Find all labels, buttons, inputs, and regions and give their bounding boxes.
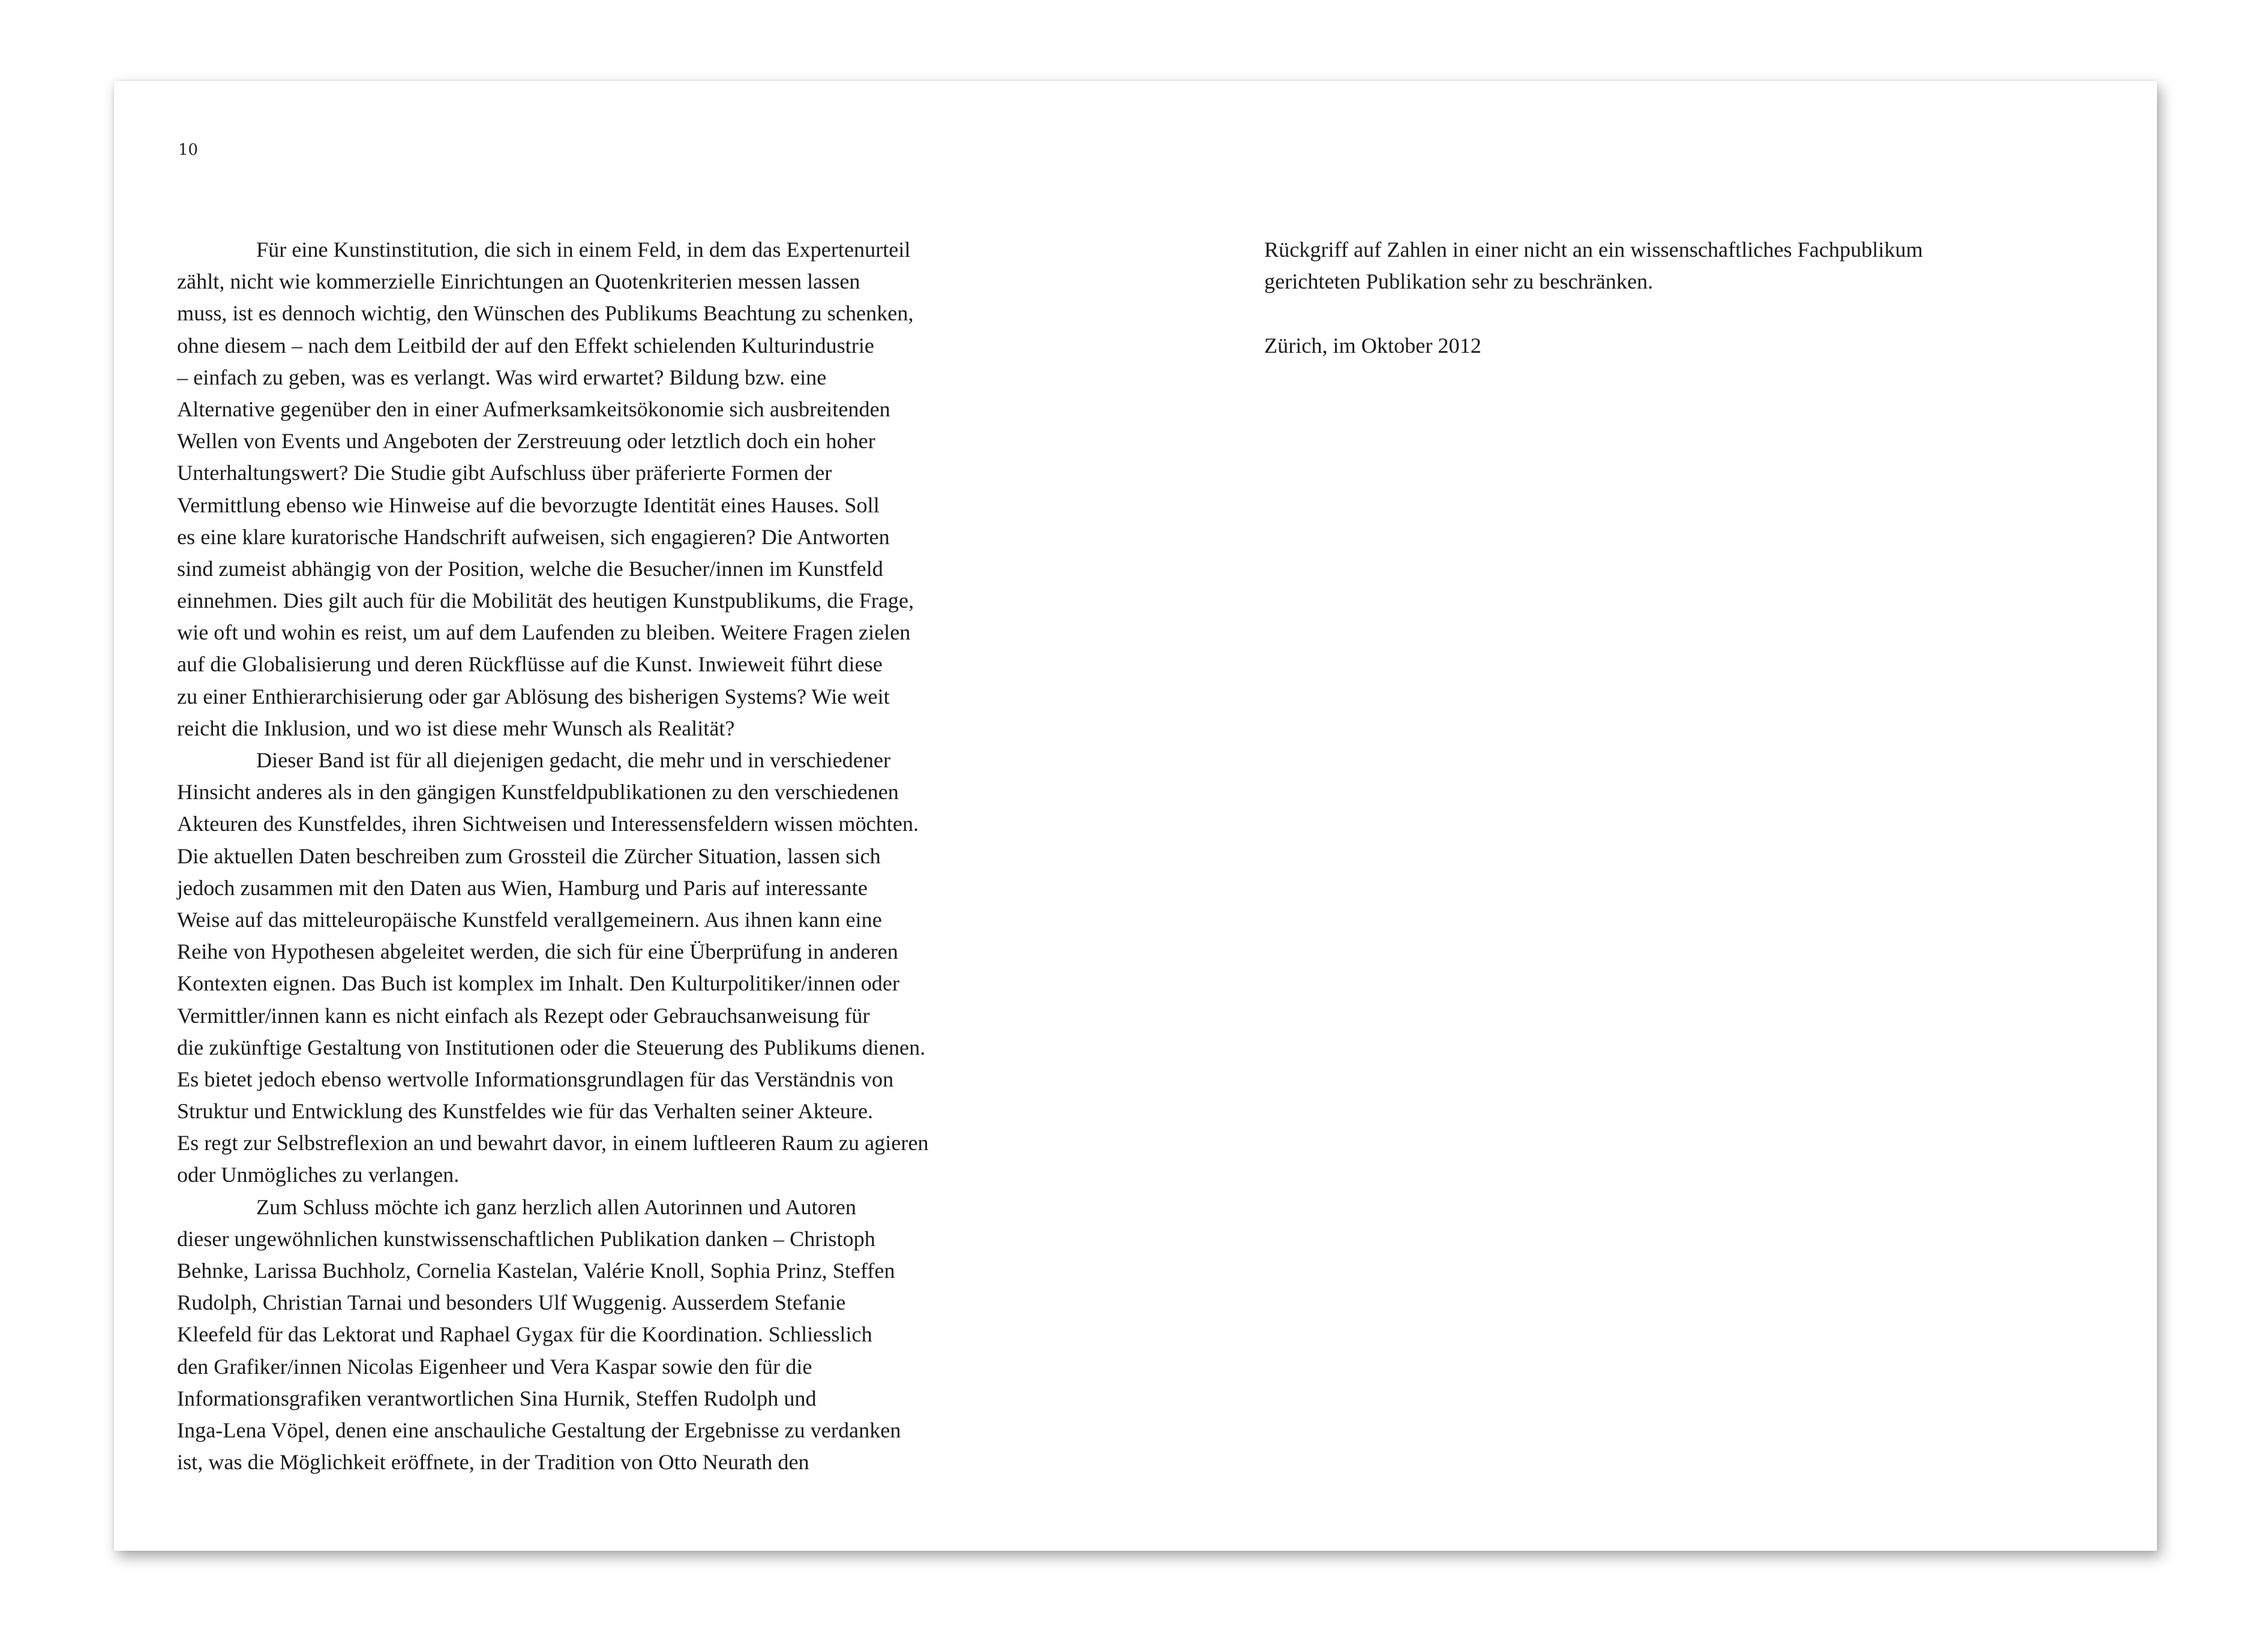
text-line: muss, ist es dennoch wichtig, den Wünschen des Publikums Beachtung zu schenken,	[177, 301, 914, 326]
paragraph	[177, 1191, 929, 1479]
text-line: oder Unmögliches zu verlangen.	[177, 1163, 460, 1187]
text-line: einnehmen. Dies gilt auch für die Mobilität des heutigen Kunstpublikums, die Frage,	[177, 589, 914, 613]
signoff-line: Zürich, im Oktober 2012	[1264, 333, 1481, 358]
text-line: Rückgriff auf Zahlen in einer nicht an ein wissenschaftliches Fachpublikum	[1264, 238, 1923, 262]
left-paragraphs	[177, 234, 929, 1478]
text-line: Für eine Kunstinstitution, die sich in einem Feld, in dem das Expertenurteil	[256, 238, 911, 262]
text-line: ist, was die Möglichkeit eröffnete, in der Tradition von Otto Neurath den	[177, 1450, 809, 1475]
text-line: Kleefeld für das Lektorat und Raphael Gygax für die Koordination. Schliesslich	[177, 1322, 872, 1347]
text-line: Dieser Band ist für all diejenigen gedacht, die mehr und in verschiedener	[256, 748, 891, 772]
text-line: – einfach zu geben, was es verlangt. Was wird erwartet? Bildung bzw. eine	[177, 365, 827, 389]
text-line: Struktur und Entwicklung des Kunstfeldes wie für das Verhalten seiner Akteure.	[177, 1099, 874, 1124]
text-line: Reihe von Hypothesen abgeleitet werden, die sich für eine Überprüfung in anderen	[177, 939, 898, 964]
text-line: Zum Schluss möchte ich ganz herzlich allen Autorinnen und Autoren	[256, 1194, 856, 1219]
text-line: Behnke, Larissa Buchholz, Cornelia Kastelan, Valérie Knoll, Sophia Prinz, Steffen	[177, 1259, 895, 1283]
text-line: Es regt zur Selbstreflexion an und bewahrt davor, in einem luftleeren Raum zu agieren	[177, 1131, 929, 1155]
text-line: ohne diesem – nach dem Leitbild der auf den Effekt schielenden Kulturindustrie	[177, 333, 874, 358]
paragraph	[177, 745, 929, 1191]
text-line: Vermittlung ebenso wie Hinweise auf die bevorzugte Identität eines Hauses. Soll	[177, 493, 880, 517]
text-line: Rudolph, Christian Tarnai und besonders Ulf Wuggenig. Ausserdem Stefanie	[177, 1290, 846, 1315]
left-column	[177, 234, 929, 1478]
text-line: auf die Globalisierung und deren Rückflüsse auf die Kunst. Inwieweit führt diese	[177, 652, 883, 677]
text-line: Wellen von Events und Angeboten der Zerstreuung oder letztlich doch ein hoher	[177, 429, 875, 454]
text-line: den Grafiker/innen Nicolas Eigenheer und Vera Kaspar sowie den für die	[177, 1354, 812, 1379]
text-line: Kontexten eignen. Das Buch ist komplex im Inhalt. Den Kulturpolitiker/innen oder	[177, 971, 899, 996]
text-line: Vermittler/innen kann es nicht einfach als Rezept oder Gebrauchsanweisung für	[177, 1003, 870, 1028]
text-line: die zukünftige Gestaltung von Institutionen oder die Steuerung des Publikums dienen.	[177, 1035, 926, 1059]
text-line: reicht die Inklusion, und wo ist diese mehr Wunsch als Realität?	[177, 716, 735, 740]
text-line: Weise auf das mitteleuropäische Kunstfeld verallgemeinern. Aus ihnen kann eine	[177, 907, 882, 932]
text-line: gerichteten Publikation sehr zu beschränken.	[1264, 269, 1654, 294]
text-line: Alternative gegenüber den in einer Aufmerksamkeitsökonomie sich ausbreitenden	[177, 397, 890, 421]
text-line: Die aktuellen Daten beschreiben zum Grossteil die Zürcher Situation, lassen sich	[177, 843, 881, 868]
text-line: Akteuren des Kunstfeldes, ihren Sichtweisen und Interessensfeldern wissen möchten.	[177, 812, 919, 836]
text-line: Es bietet jedoch ebenso wertvolle Informationsgrundlagen für das Verständnis von	[177, 1067, 894, 1091]
text-line: Unterhaltungswert? Die Studie gibt Aufschluss über präferierte Formen der	[177, 461, 832, 485]
page-number: 10	[178, 141, 199, 159]
text-line: Informationsgrafiken verantwortlichen Sina Hurnik, Steffen Rudolph und	[177, 1386, 817, 1410]
paragraph-gap	[1264, 298, 1923, 329]
text-line: Inga-Lena Vöpel, denen eine anschauliche Gestaltung der Ergebnisse zu verdanken	[177, 1418, 901, 1442]
text-line: dieser ungewöhnlichen kunstwissenschaftlichen Publikation danken – Christoph	[177, 1226, 875, 1251]
text-line: zu einer Enthierarchisierung oder gar Ablösung des bisherigen Systems? Wie weit	[177, 684, 890, 709]
text-line: es eine klare kuratorische Handschrift aufweisen, sich engagieren? Die Antworten	[177, 524, 890, 549]
paragraph	[177, 234, 929, 745]
right-column	[1264, 234, 1923, 362]
right-continuation	[1264, 234, 1923, 298]
book-spread	[114, 81, 2157, 1551]
text-line: jedoch zusammen mit den Daten aus Wien, Hamburg und Paris auf interessante	[177, 875, 868, 900]
text-line: Hinsicht anderes als in den gängigen Kunstfeldpublikationen zu den verschiedenen	[177, 780, 899, 805]
text-line: sind zumeist abhängig von der Position, welche die Besucher/innen im Kunstfeld	[177, 556, 883, 581]
text-line: wie oft und wohin es reist, um auf dem Laufenden zu bleiben. Weitere Fragen zielen	[177, 620, 911, 645]
text-line: zählt, nicht wie kommerzielle Einrichtungen an Quotenkriterien messen lassen	[177, 269, 860, 294]
